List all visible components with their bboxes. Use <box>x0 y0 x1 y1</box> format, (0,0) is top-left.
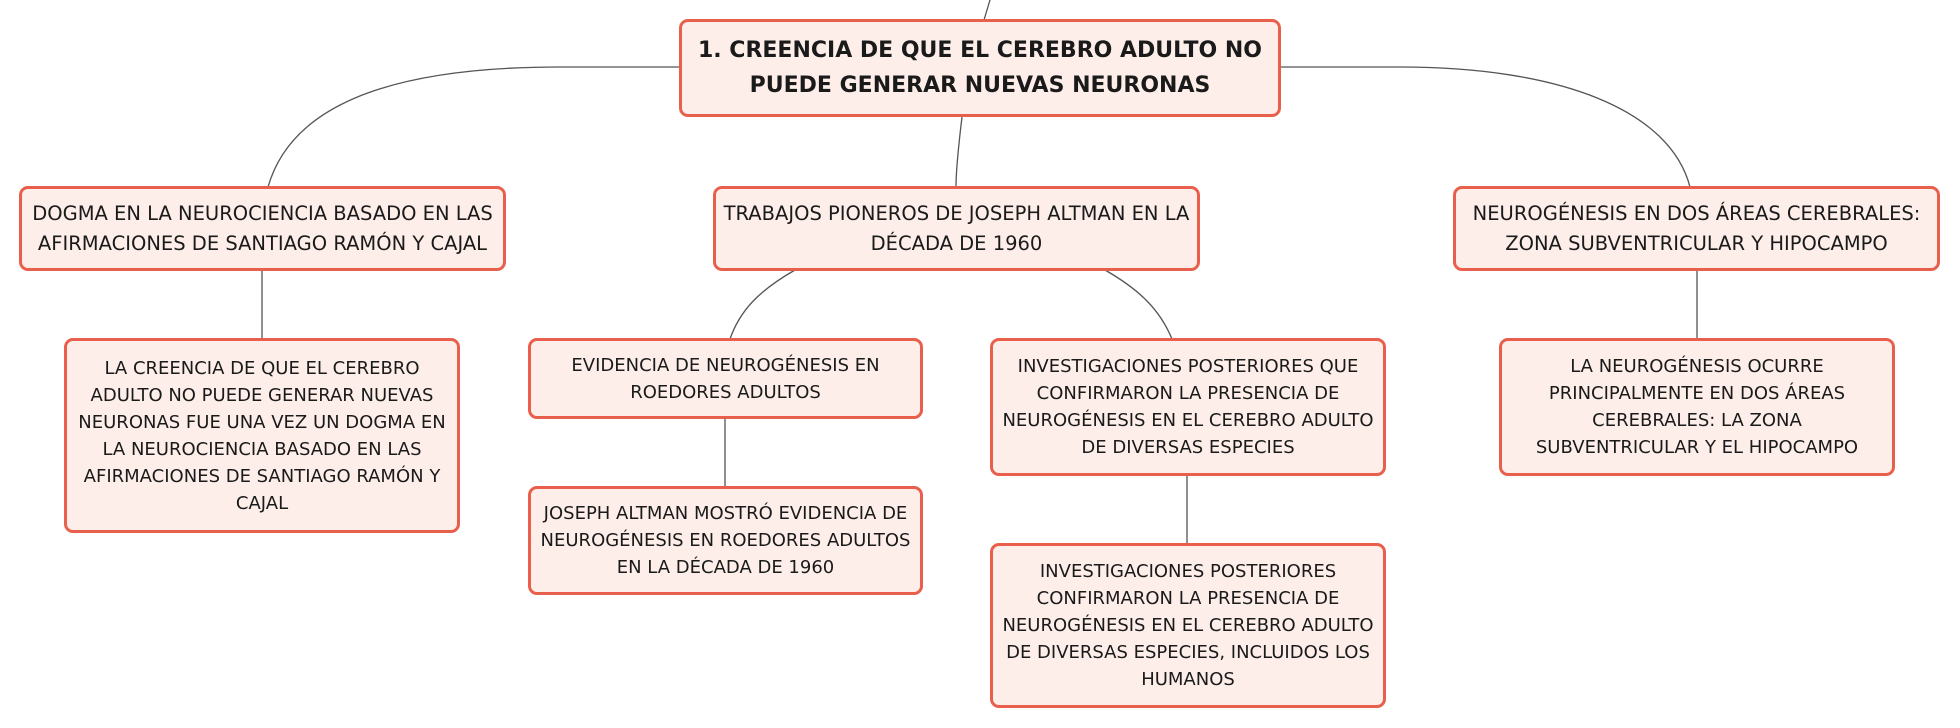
connector-altman-to-evidence <box>730 270 795 339</box>
connector-upstream <box>984 0 990 20</box>
investigations-label: INVESTIGACIONES POSTERIORES QUE CONFIRMARON LA PRESENCIA DE NEUROGÉNESIS EN EL CEREBRO ADULTO DE DIVERSAS ESPECIES <box>1002 356 1374 458</box>
connector-root-to-areas <box>1280 67 1690 187</box>
branch-areas-node[interactable] <box>1453 186 1940 271</box>
branch-altman-node[interactable] <box>713 186 1200 271</box>
investigations-node[interactable] <box>990 338 1386 476</box>
branch-areas-label: NEUROGÉNESIS EN DOS ÁREAS CEREBRALES: ZONA SUBVENTRICULAR Y HIPOCAMPO <box>1472 201 1921 255</box>
evidence-rodents-label: EVIDENCIA DE NEUROGÉNESIS EN ROEDORES ADULTOS <box>571 354 880 403</box>
altman-detail-label: JOSEPH ALTMAN MOSTRÓ EVIDENCIA DE NEUROGÉNESIS EN ROEDORES ADULTOS EN LA DÉCADA DE 1960 <box>540 503 911 578</box>
branch-dogma-label: DOGMA EN LA NEUROCIENCIA BASADO EN LAS AFIRMACIONES DE SANTIAGO RAMÓN Y CAJAL <box>32 201 493 255</box>
root-topic-label: 1. CREENCIA DE QUE EL CEREBRO ADULTO NO PUEDE GENERAR NUEVAS NEURONAS <box>697 38 1263 98</box>
investigations-detail-node[interactable] <box>990 543 1386 708</box>
connector-root-to-altman <box>956 117 962 187</box>
connector-altman-to-investigations <box>1105 270 1172 339</box>
evidence-rodents-node[interactable] <box>528 338 923 419</box>
dogma-detail-label: LA CREENCIA DE QUE EL CEREBRO ADULTO NO PUEDE GENERAR NUEVAS NEURONAS FUE UNA VEZ UN DOGMA EN LA NEUROCIENCIA BASADO EN LAS AFIRMACIONES DE SANTIAGO RAMÓN Y CAJAL <box>78 357 446 514</box>
areas-detail-label: LA NEUROGÉNESIS OCURRE PRINCIPALMENTE EN DOS ÁREAS CEREBRALES: LA ZONA SUBVENTRICULAR Y EL HIPOCAMPO <box>1535 356 1859 458</box>
areas-detail-node[interactable] <box>1499 338 1895 476</box>
branch-altman-label: TRABAJOS PIONEROS DE JOSEPH ALTMAN EN LA DÉCADA DE 1960 <box>723 201 1190 255</box>
altman-detail-node[interactable] <box>528 486 923 595</box>
investigations-detail-label: INVESTIGACIONES POSTERIORES CONFIRMARON LA PRESENCIA DE NEUROGÉNESIS EN EL CEREBRO ADULTO DE DIVERSAS ESPECIES, INCLUIDOS LOS HUMANOS <box>1002 561 1374 690</box>
connector-root-to-dogma <box>268 67 680 187</box>
branch-dogma-node[interactable] <box>19 186 506 271</box>
root-topic-node[interactable] <box>679 19 1281 117</box>
dogma-detail-node[interactable] <box>64 338 460 533</box>
